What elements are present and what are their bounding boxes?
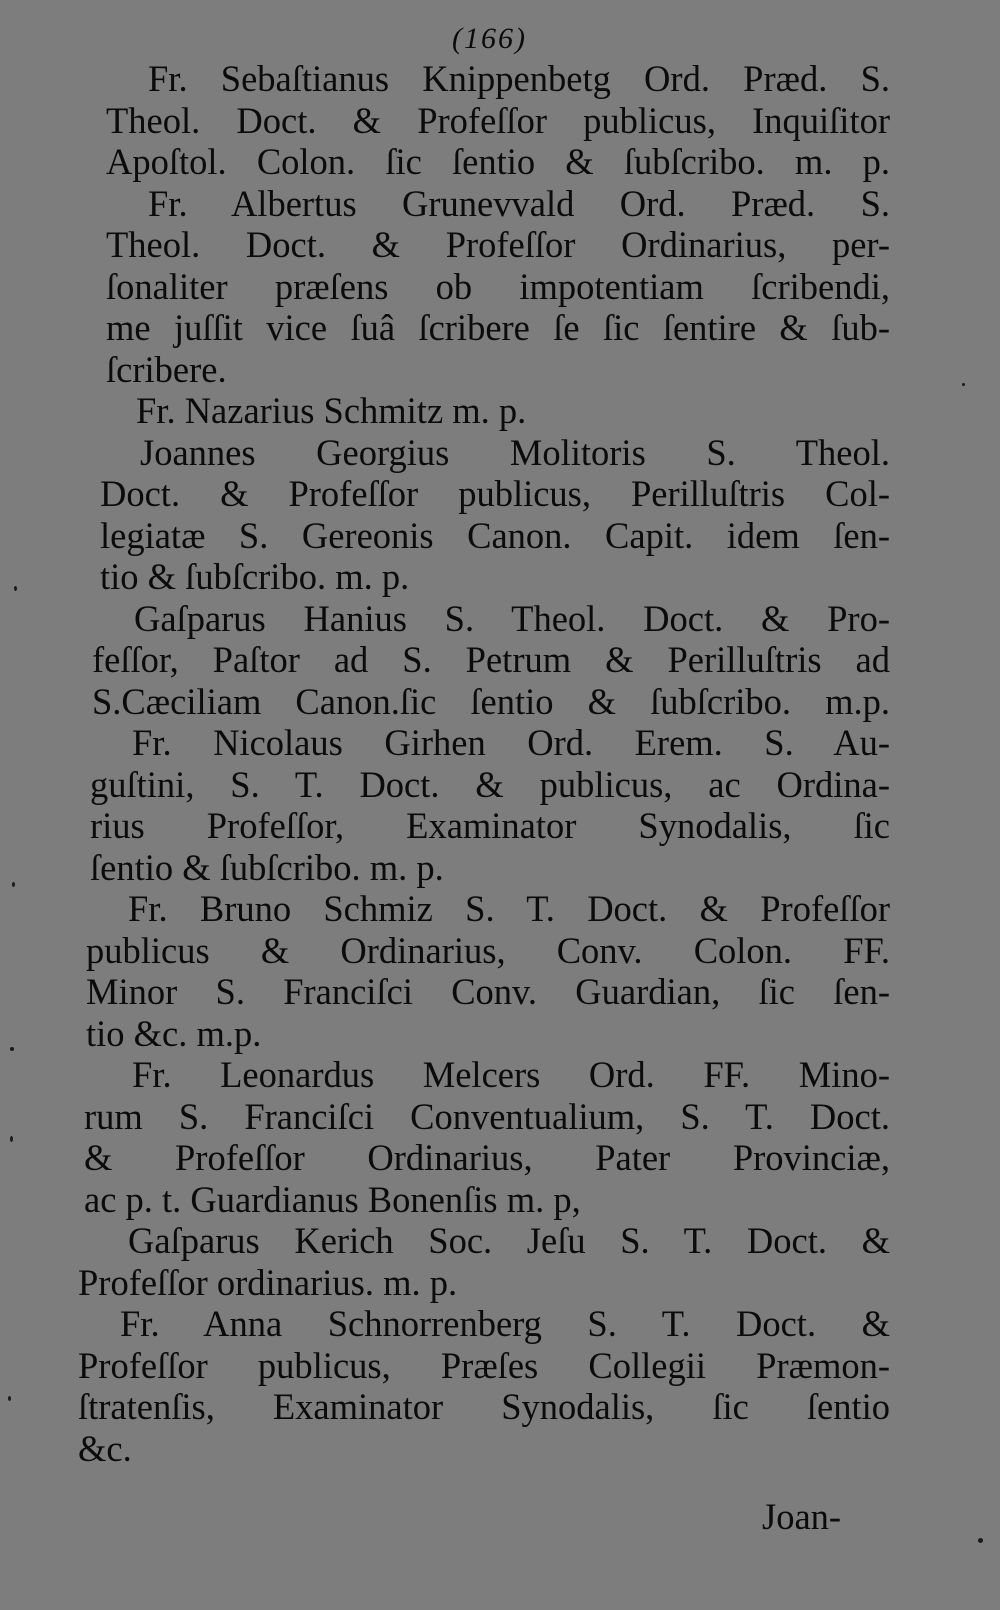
text-line: Apoſtol. Colon. ſic ſentio & ſubſcribo. m. p. (106, 141, 890, 182)
text-line: feſſor, Paſtor ad S. Petrum & Perilluſtris ad (92, 639, 890, 680)
scan-speck (10, 1136, 13, 1142)
text-line: Fr. Bruno Schmiz S. T. Doct. & Profeſſor (128, 888, 890, 929)
signatory-text-block (78, 58, 890, 1469)
text-line: rum S. Franciſci Conventualium, S. T. Doct. (84, 1095, 890, 1137)
text-line: Fr. Nazarius Schmitz m. p. (136, 390, 527, 431)
scan-speck (962, 383, 965, 386)
text-line: Fr. Anna Schnorrenberg S. T. Doct. & (120, 1303, 890, 1344)
text-line: S.Cæciliam Canon.ſic ſentio & ſubſcribo. m.p. (92, 680, 890, 722)
text-line: ac p. t. Guardianus Bonenſis m. p, (84, 1178, 581, 1220)
text-line: guſtini, S. T. Doct. & publicus, ac Ordina- (90, 763, 890, 805)
text-line: Theol. Doct. & Profeſſor Ordinarius, per- (106, 224, 890, 265)
text-line: me juſſit vice ſuâ ſcribere ſe ſic ſentire & ſub- (106, 307, 890, 348)
text-line: legiatæ S. Gereonis Canon. Capit. idem ſen- (100, 514, 890, 556)
text-line: Minor S. Franciſci Conv. Guardian, ſic ſen- (86, 971, 890, 1012)
text-line: ſcribere. (106, 348, 227, 390)
text-line: ſentio & ſubſcribo. m. p. (90, 846, 444, 888)
text-line: Fr. Leonardus Melcers Ord. FF. Mino- (132, 1054, 890, 1095)
text-line: Profeſſor ordinarius. m. p. (78, 1261, 458, 1303)
text-line: Profeſſor publicus, Præſes Collegii Præmon- (78, 1344, 890, 1386)
text-line: Fr. Nicolaus Girhen Ord. Erem. S. Au- (132, 722, 890, 763)
text-line: Joannes Georgius Molitoris S. Theol. (140, 431, 890, 473)
text-line: ſonaliter præſens ob impotentiam ſcribendi, (106, 265, 890, 307)
text-line: & Profeſſor Ordinarius, Pater Provinciæ, (84, 1137, 890, 1178)
text-line: ſtratenſis, Examinator Synodalis, ſic ſentio (78, 1386, 890, 1427)
page-number: (166) (452, 22, 527, 55)
scan-speck (8, 1396, 11, 1401)
text-line: tio & ſubſcribo. m. p. (100, 556, 410, 597)
text-line: Doct. & Profeſſor publicus, Perilluſtris Col- (100, 473, 890, 514)
text-line: Gaſparus Kerich Soc. Jeſu S. T. Doct. & (128, 1220, 890, 1261)
text-line: tio &c. m.p. (86, 1012, 262, 1054)
text-line: Theol. Doct. & Profeſſor publicus, Inquiſitor (106, 99, 890, 141)
text-line: rius Profeſſor, Examinator Synodalis, ſic (90, 805, 890, 846)
scan-speck (12, 882, 15, 887)
text-line: publicus & Ordinarius, Conv. Colon. FF. (86, 929, 890, 971)
scan-speck (978, 1538, 983, 1543)
catchword: Joan- (762, 1496, 842, 1537)
text-line: &c. (78, 1427, 132, 1469)
text-line: Gaſparus Hanius S. Theol. Doct. & Pro- (134, 597, 890, 639)
scan-speck (14, 586, 17, 591)
scan-speck (10, 1047, 14, 1051)
text-line: Fr. Sebaſtianus Knippenbetg Ord. Præd. S. (148, 58, 890, 99)
text-line: Fr. Albertus Grunevvald Ord. Præd. S. (148, 182, 890, 224)
